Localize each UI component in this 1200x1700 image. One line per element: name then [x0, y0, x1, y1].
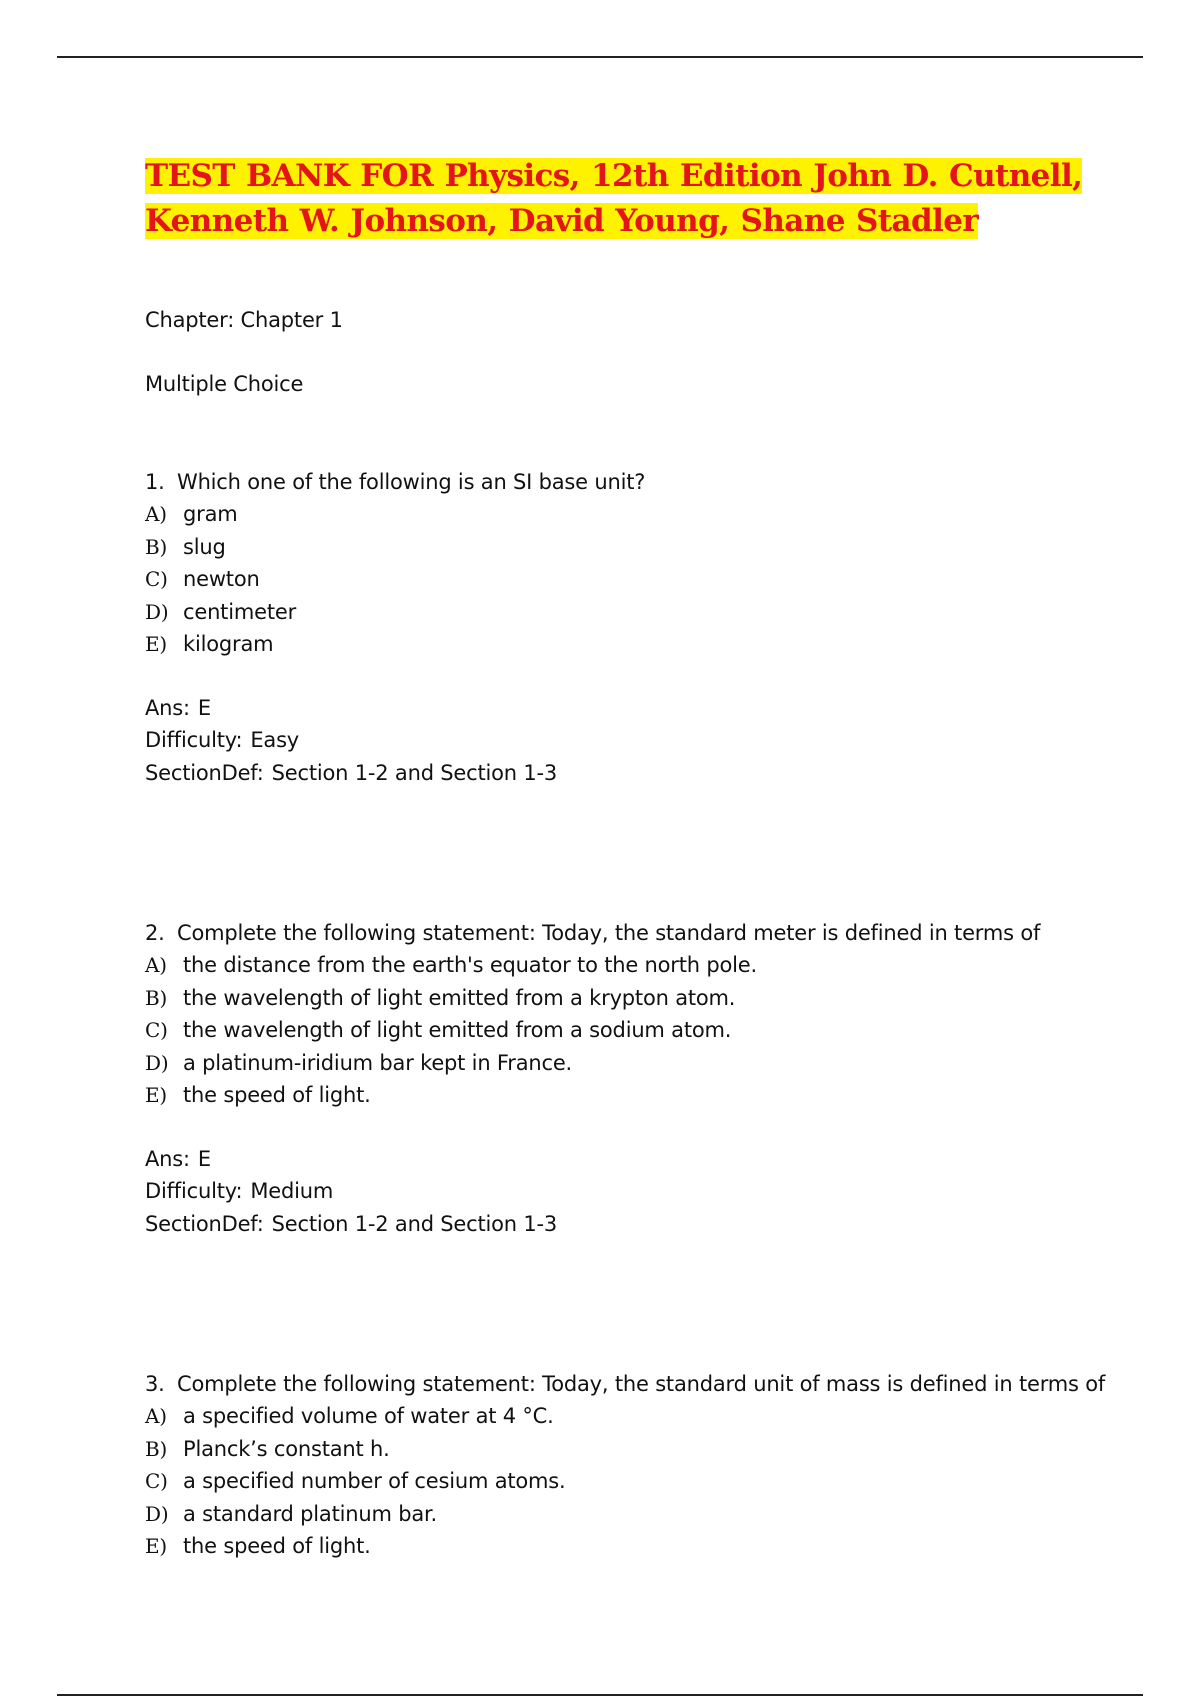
section-def-value: Section 1-2 and Section 1-3 [271, 760, 558, 785]
option-label: E) [145, 1533, 168, 1558]
footer-rule [57, 1694, 1143, 1696]
difficulty-value: Medium [250, 1179, 334, 1204]
question-2-meta [145, 1143, 557, 1240]
difficulty-value: Easy [250, 728, 300, 753]
question-1-meta [145, 692, 557, 789]
section-def-line [145, 1208, 557, 1240]
option-text: a platinum-iridium bar kept in France. [183, 1050, 573, 1075]
option-label: A) [145, 1404, 167, 1429]
option-label: D) [145, 599, 169, 624]
option-label: B) [145, 534, 168, 559]
answer-option [145, 498, 645, 530]
option-text: centimeter [183, 599, 297, 624]
answer-option [145, 1433, 1105, 1465]
difficulty-line [145, 724, 557, 756]
option-text: newton [183, 567, 260, 592]
chapter-line: Chapter: Chapter 1 [145, 308, 343, 332]
option-label: C) [145, 1018, 168, 1043]
section-def-line [145, 757, 557, 789]
question-stem [145, 917, 1040, 949]
answer-option [145, 628, 645, 660]
header-rule [57, 56, 1143, 58]
question-1 [145, 466, 645, 660]
option-text: the wavelength of light emitted from a krypton atom. [183, 985, 736, 1010]
option-text: a specified number of cesium atoms. [183, 1469, 566, 1494]
question-number: 1. [145, 470, 165, 494]
option-label: B) [145, 985, 168, 1010]
difficulty-label: Difficulty: [145, 1179, 243, 1204]
option-label: C) [145, 567, 168, 592]
answer-label: Ans: [145, 1147, 190, 1171]
answer-line [145, 692, 557, 724]
option-text: a specified volume of water at 4 °C. [183, 1404, 554, 1429]
question-text: Complete the following statement: Today, the standard unit of mass is defined in terms of [177, 1372, 1106, 1396]
option-label: A) [145, 502, 167, 527]
answer-option [145, 1400, 1105, 1432]
answer-option [145, 1498, 1105, 1530]
answer-option [145, 949, 1040, 981]
answer-value: E [197, 1147, 211, 1171]
answer-line [145, 1143, 557, 1175]
answer-label: Ans: [145, 696, 190, 720]
answer-option [145, 1530, 1105, 1562]
option-label: D) [145, 1050, 169, 1075]
answer-option [145, 1047, 1040, 1079]
document-title: TEST BANK FOR Physics, 12th Edition John D. Cutnell, Kenneth W. Johnson, David Young, Shane Stadler [145, 158, 1083, 239]
answer-option [145, 1014, 1040, 1046]
answer-option [145, 596, 645, 628]
option-text: Planck’s constant h. [183, 1436, 390, 1461]
answer-option [145, 563, 645, 595]
option-text: slug [183, 534, 226, 559]
option-text: the speed of light. [183, 1533, 371, 1558]
question-2 [145, 917, 1040, 1111]
option-text: a standard platinum bar. [183, 1501, 437, 1526]
question-number: 3. [145, 1372, 165, 1396]
difficulty-line [145, 1175, 557, 1207]
section-def-label: SectionDef: [145, 760, 264, 785]
answer-option [145, 531, 645, 563]
option-text: kilogram [183, 631, 274, 656]
question-stem [145, 466, 645, 498]
question-number: 2. [145, 921, 165, 945]
question-text: Complete the following statement: Today, the standard meter is defined in terms of [177, 921, 1041, 945]
difficulty-label: Difficulty: [145, 728, 243, 753]
option-text: gram [183, 502, 238, 527]
section-type: Multiple Choice [145, 372, 304, 396]
question-3 [145, 1368, 1105, 1562]
question-stem [145, 1368, 1105, 1400]
option-text: the speed of light. [183, 1082, 371, 1107]
answer-option [145, 982, 1040, 1014]
option-label: A) [145, 953, 167, 978]
option-label: C) [145, 1469, 168, 1494]
section-def-label: SectionDef: [145, 1211, 264, 1236]
option-text: the wavelength of light emitted from a sodium atom. [183, 1018, 732, 1043]
option-label: D) [145, 1501, 169, 1526]
answer-value: E [197, 696, 211, 720]
answer-option [145, 1079, 1040, 1111]
option-label: E) [145, 631, 168, 656]
question-text: Which one of the following is an SI base unit? [177, 470, 646, 494]
option-text: the distance from the earth's equator to the north pole. [183, 953, 757, 978]
section-def-value: Section 1-2 and Section 1-3 [271, 1211, 558, 1236]
option-label: B) [145, 1436, 168, 1461]
option-label: E) [145, 1082, 168, 1107]
answer-option [145, 1465, 1105, 1497]
